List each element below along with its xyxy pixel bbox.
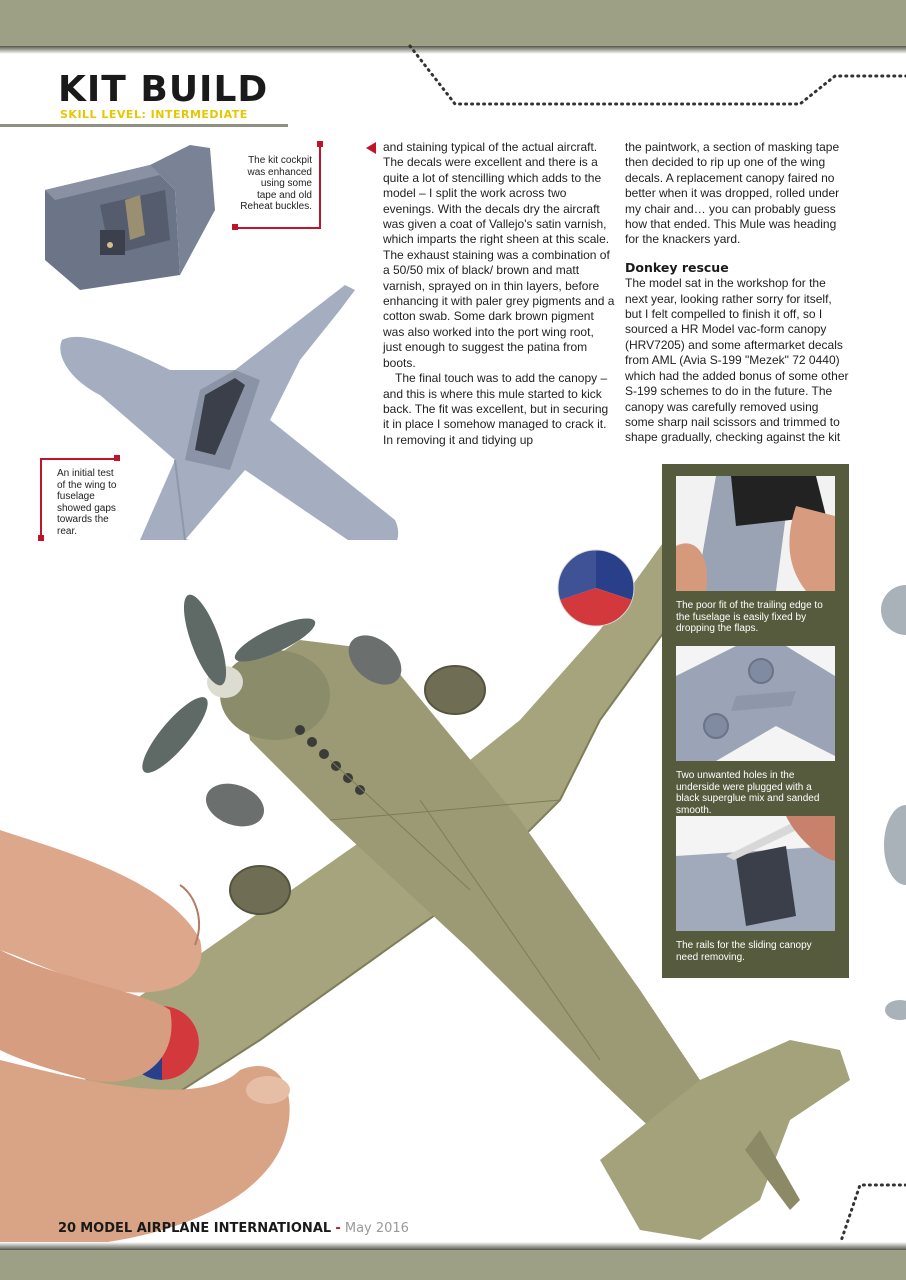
top-band-shadow [0,46,906,54]
cockpit-caption-dot [232,224,238,230]
cockpit-photo [40,140,240,290]
magazine-name: MODEL AIRPLANE INTERNATIONAL [80,1221,332,1236]
bottom-band [0,1250,906,1280]
bottom-band-shadow [0,1242,906,1250]
canopy-rails-photo [676,816,835,931]
article-paragraph: the paintwork, a section of masking tape then decided to rip up one of the wing decals. A replacement canopy faired no better when it was dropped, rolled under my chair and… you can probably guess how that ended. This Mule was heading for the knackers yard. [625,140,840,247]
article-paragraph: and staining typical of the actual aircraft. The decals were excellent and there is a quite a lot of stencilling which adds to the model – I split the work across two evenings. With the decals dry the aircraft was given a coat of Vallejo's satin varnish, which imparts the right sheen at this scale. The exhaust staining was a combination of a 50/50 mix of black/ brown and matt varnish, sprayed on in thin layers, before enhancing it with paler grey pigments and a cotton swab. Some dark brown pigment was also worked into the port wing root, just enough to suggest the patina from boots. [383,140,615,370]
trailing-edge-photo [676,476,835,591]
cockpit-caption: The kit cockpit was enhanced using some tape and old Reheat buckles. [240,155,312,212]
top-band [0,0,906,46]
sidebar-caption: The rails for the sliding canopy need removing. [676,940,812,963]
wing-caption-dot [114,455,120,461]
page-footer [58,1220,409,1238]
footer-separator: - [335,1221,341,1236]
cockpit-caption-line-foot [234,227,321,229]
wing-caption-line [40,460,42,538]
sidebar-caption: The poor fit of the trailing edge to the fuselage is easily fixed by dropping the flaps. [676,600,823,634]
article-column-middle [383,140,615,448]
cockpit-caption-dot [317,141,323,147]
continued-arrow-icon [366,142,376,154]
page-number: 20 [58,1221,77,1236]
article-column-right [625,140,850,446]
issue-date: May 2016 [344,1221,409,1236]
roundel-upper [558,550,634,626]
cockpit-caption-line [319,145,321,229]
subheading: Donkey rescue [625,259,729,275]
article-paragraph: The final touch was to add the canopy – and this is where this mule started to kick back. The fit was excellent, but in securing it in place I somehow managed to crack it. In removing it and tidying up [383,371,609,447]
skill-level-label: SKILL LEVEL: INTERMEDIATE [60,108,248,121]
wing-test-caption: An initial test of the wing to fuselage showed gaps towards the rear. [57,468,117,537]
step-photos-sidebar [662,464,849,978]
wing-caption-line-top [40,458,118,460]
article-paragraph: The model sat in the workshop for the next year, looking rather sorry for itself, but I felt compelled to finish it off, so I sourced a HR Model vac-form canopy (HRV7205) and some aftermarket decals from AML (Avia S-199 "Mezek" 72 0440) which had the added bonus of some other S-199 schemes to do in the future. The canopy was carefully removed using some sharp nail scissors and trimmed to shape gradually, checking against the kit [625,276,849,445]
sidebar-caption: Two unwanted holes in the underside were plugged with a black superglue mix and sanded smooth. [676,770,820,816]
wing-caption-dot [38,535,44,541]
underside-holes-photo [676,646,835,761]
section-title: KIT BUILD [58,69,269,110]
title-rule [0,124,288,127]
